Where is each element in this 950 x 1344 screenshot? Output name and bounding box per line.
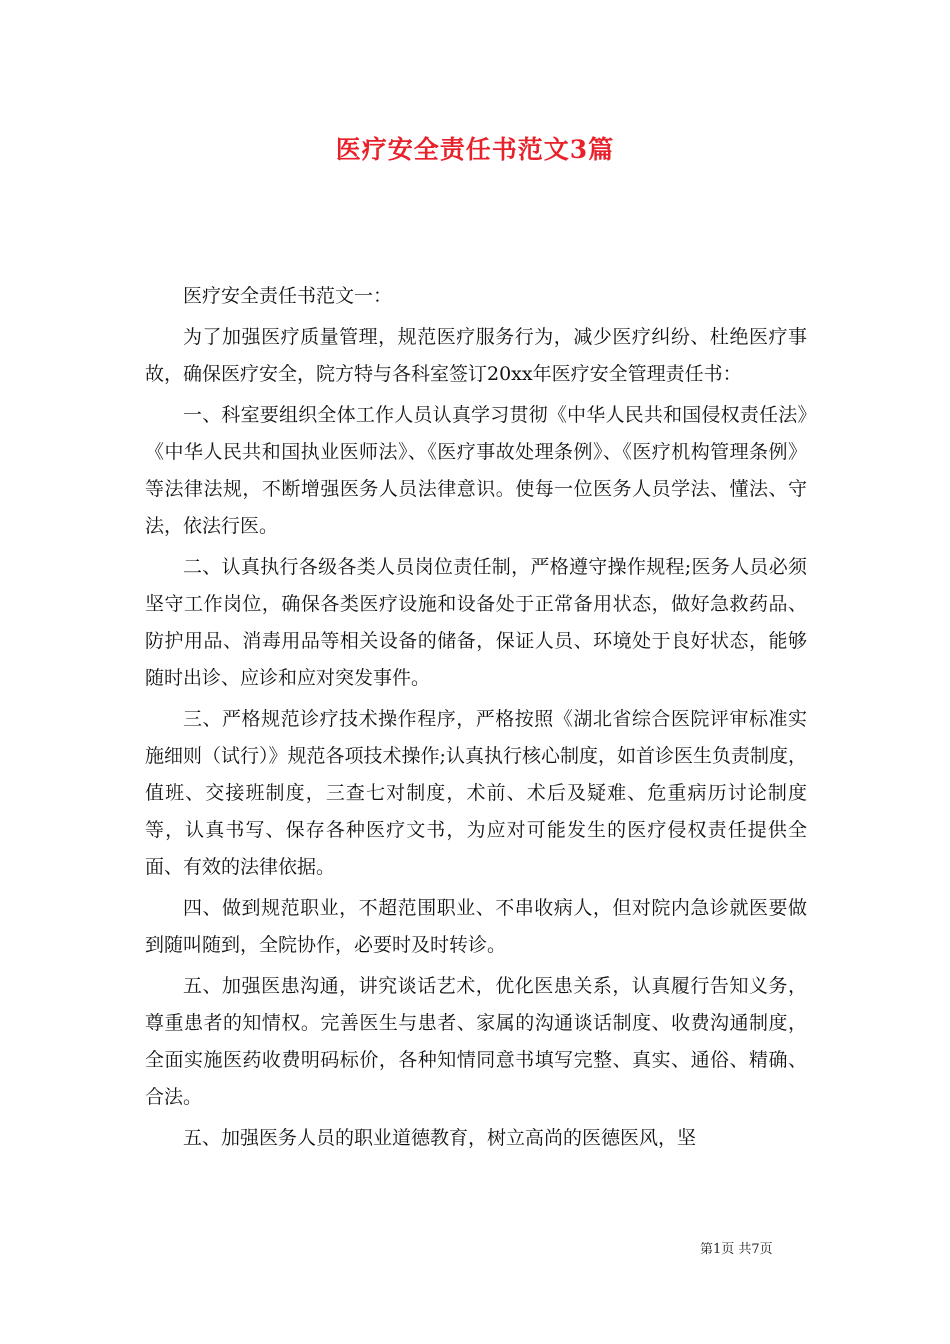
paragraph: 五、加强医患沟通，讲究谈话艺术，优化医患关系，认真履行告知义务，尊重患者的知情权。完善医生与患者、家属的沟通谈话制度、收费沟通制度，全面实施医药收费明码标价，各种知情同意书填写完整、真实、通俗、精确、合法。 xyxy=(145,975,807,1108)
paragraph: 为了加强医疗质量管理，规范医疗服务行为，减少医疗纠纷、杜绝医疗事故，确保医疗安全，院方特与各科室签订20xx年医疗安全管理责任书： xyxy=(145,326,807,385)
paragraph: 五、加强医务人员的职业道德教育，树立高尚的医德医风，坚 xyxy=(183,1127,697,1149)
page-number: 第1页 共7页 xyxy=(700,1242,773,1257)
paragraph: 一、科室要组织全体工作人员认真学习贯彻《中华人民共和国侵权责任法》《中华人民共和国执业医师法》、《医疗事故处理条例》、《医疗机构管理条例》等法律法规，不断增强医务人员法律意识。使每一位医务人员学法、懂法、守法，依法行医。 xyxy=(145,404,807,537)
document-title: 医疗安全责任书范文3篇 xyxy=(335,135,615,164)
paragraph: 四、做到规范职业，不超范围职业、不串收病人，但对院内急诊就医要做到随叫随到，全院协作，必要时及时转诊。 xyxy=(145,897,807,956)
paragraph: 三、严格规范诊疗技术操作程序，严格按照《湖北省综合医院评审标准实施细则（试行）》规范各项技术操作;认真执行核心制度，如首诊医生负责制度，值班、交接班制度，三查七对制度，术前、术后及疑难、危重病历讨论制度等，认真书写、保存各种医疗文书，为应对可能发生的医疗侵权责任提供全面、有效的法律依据。 xyxy=(145,708,807,878)
document-body xyxy=(145,278,807,1161)
paragraph: 二、认真执行各级各类人员岗位责任制，严格遵守操作规程;医务人员必须坚守工作岗位，确保各类医疗设施和设备处于正常备用状态，做好急救药品、防护用品、消毒用品等相关设备的储备，保证人员、环境处于良好状态，能够随时出诊、应诊和应对突发事件。 xyxy=(145,556,807,689)
paragraph-heading: 医疗安全责任书范文一： xyxy=(183,285,393,307)
